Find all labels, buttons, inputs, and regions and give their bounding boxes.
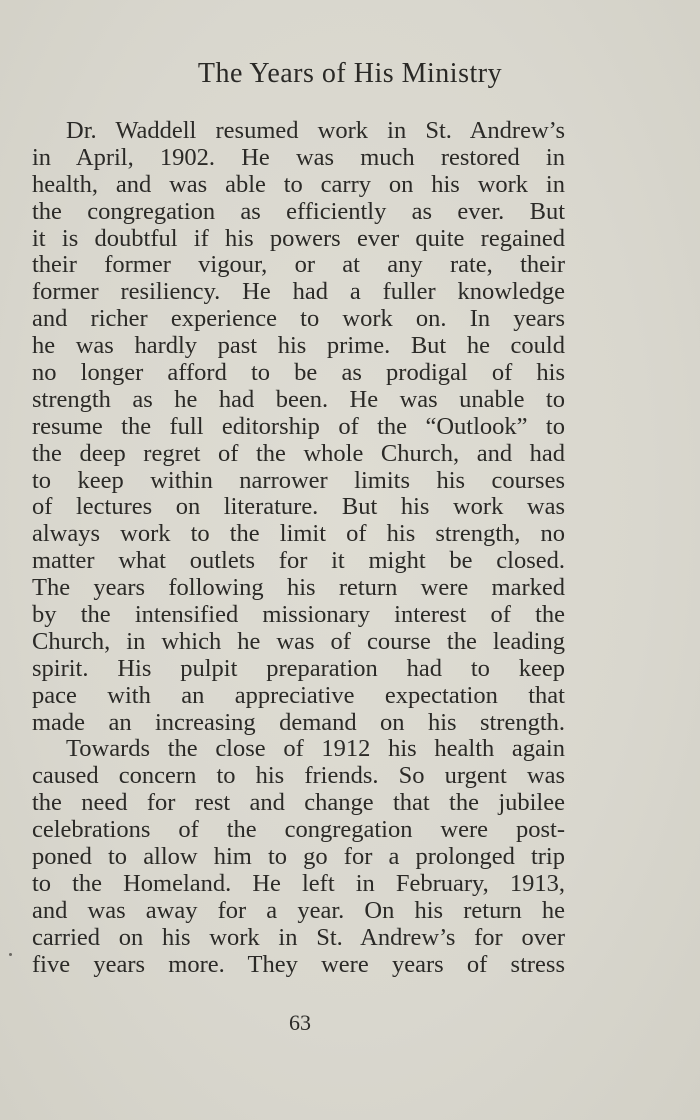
page-number: 63: [289, 1010, 311, 1035]
text-line: caused concern to his friends. So urgent was: [32, 762, 565, 790]
text-line: and richer experience to work on. In years: [32, 305, 565, 333]
text-line: Dr. Waddell resumed work in St. Andrew’s: [66, 117, 565, 144]
text-line: matter what outlets for it might be closed.: [32, 547, 565, 575]
text-line: and was away for a year. On his return he: [32, 896, 565, 924]
text-line: The years following his return were marked: [32, 574, 565, 602]
text-line: celebrations of the congregation were post-: [32, 816, 565, 844]
text-line: the need for rest and change that the jubilee: [32, 789, 565, 817]
text-line: in April, 1902. He was much restored in: [32, 143, 565, 171]
text-line: strength as he had been. He was unable to: [32, 385, 565, 413]
text-line: of lectures on literature. But his work was: [32, 493, 565, 521]
text-line: resume the full editorship of the “Outlook” to: [32, 412, 565, 440]
running-head: The Years of His Ministry: [197, 58, 503, 89]
text-line: Church, in which he was of course the leading: [32, 627, 565, 655]
text-line: five years more. They were years of stress: [32, 950, 565, 978]
text-line: made an increasing demand on his strength.: [32, 708, 565, 736]
text-line: health, and was able to carry on his work in: [32, 170, 565, 198]
text-line: their former vigour, or at any rate, their: [32, 251, 565, 279]
paragraph-1: [32, 118, 565, 736]
body-text: [32, 118, 565, 979]
text-line: poned to allow him to go for a prolonged trip: [32, 843, 565, 871]
text-line: Towards the close of 1912 his health again: [66, 735, 565, 763]
text-line: former resiliency. He had a fuller knowledge: [32, 278, 565, 306]
text-line: carried on his work in St. Andrew’s for over: [32, 923, 565, 951]
paper-speck: [9, 953, 12, 956]
text-line: no longer afford to be as prodigal of his: [32, 359, 565, 387]
text-line: spirit. His pulpit preparation had to keep: [32, 654, 565, 682]
text-line: the deep regret of the whole Church, and had: [32, 439, 565, 467]
text-line: to keep within narrower limits his courses: [32, 466, 565, 494]
text-line: to the Homeland. He left in February, 1913,: [32, 869, 565, 897]
text-line: he was hardly past his prime. But he could: [32, 332, 565, 360]
text-line: by the intensified missionary interest of the: [32, 601, 565, 629]
text-line: always work to the limit of his strength, no: [32, 520, 565, 548]
text-line: pace with an appreciative expectation that: [32, 681, 565, 709]
paragraph-2: [32, 736, 565, 978]
text-line: it is doubtful if his powers ever quite regained: [32, 224, 565, 252]
text-line: the congregation as efficiently as ever. But: [32, 197, 565, 225]
